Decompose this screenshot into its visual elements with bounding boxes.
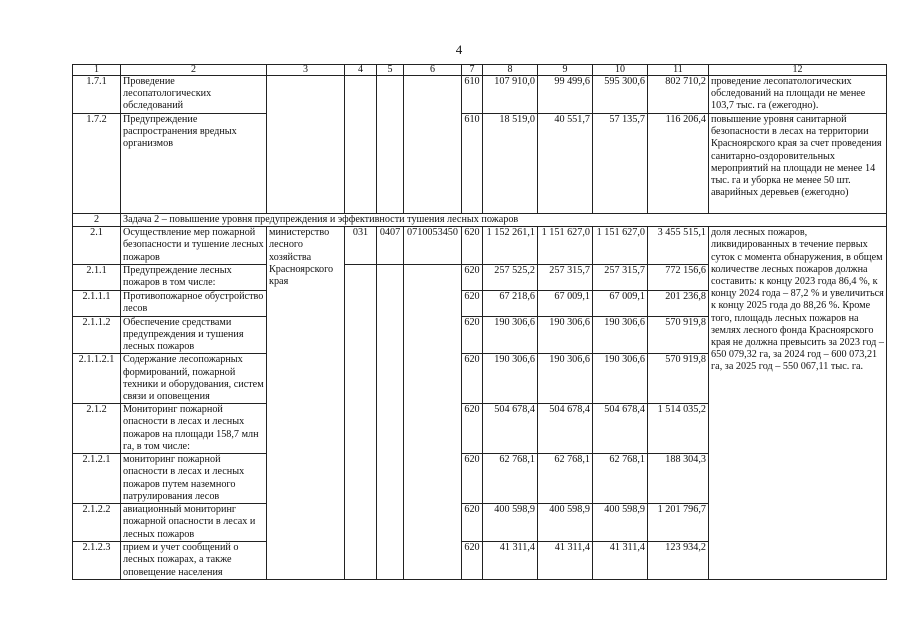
cell-c10: 62 768,1 (593, 454, 648, 504)
header-cell: 8 (483, 65, 538, 76)
empty-cell (345, 264, 377, 579)
cell-c11: 772 156,6 (648, 264, 709, 290)
row-code: 2.1 (73, 227, 121, 265)
task-code: 2 (73, 214, 121, 227)
cell-c10: 41 311,4 (593, 542, 648, 580)
cell-c8: 41 311,4 (483, 542, 538, 580)
table-row (73, 227, 887, 265)
cell-c11: 570 919,8 (648, 316, 709, 354)
cell-c8: 107 910,0 (483, 76, 538, 114)
header-cell: 4 (345, 65, 377, 76)
cell-c8: 67 218,6 (483, 290, 538, 316)
row-code: 2.1.2 (73, 404, 121, 454)
header-cell: 2 (121, 65, 267, 76)
cell-c9: 40 551,7 (538, 114, 593, 214)
row-name: Противопожарное обустройство лесов (121, 290, 267, 316)
header-row (73, 65, 887, 76)
cell-c7: 620 (462, 454, 483, 504)
cell-c11: 188 304,3 (648, 454, 709, 504)
task-title: Задача 2 – повышение уровня предупреждения и эффективности тушения лесных пожаров (121, 214, 887, 227)
row-name: Содержание лесопожарных формирований, пожарной техники и оборудования, систем связи и оповещения (121, 354, 267, 404)
header-cell: 5 (377, 65, 404, 76)
cell-c7: 620 (462, 504, 483, 542)
cell-c11: 1 201 796,7 (648, 504, 709, 542)
cell-c9: 190 306,6 (538, 354, 593, 404)
row-code: 2.1.1 (73, 264, 121, 290)
cell-c9: 67 009,1 (538, 290, 593, 316)
cell-c8: 257 525,2 (483, 264, 538, 290)
row-name: Предупреждение распространения вредных организмов (121, 114, 267, 214)
table-row (73, 114, 887, 214)
cell-c10: 595 300,6 (593, 76, 648, 114)
cell-c11: 1 514 035,2 (648, 404, 709, 454)
empty-cell (267, 76, 345, 214)
cell-c10: 57 135,7 (593, 114, 648, 214)
header-cell: 3 (267, 65, 345, 76)
row-name: прием и учет сообщений о лесных пожарах, а также оповещение населения (121, 542, 267, 580)
empty-cell (377, 76, 404, 214)
cell-c11: 3 455 515,1 (648, 227, 709, 265)
header-cell: 9 (538, 65, 593, 76)
row-name: Проведение лесопатологических обследований (121, 76, 267, 114)
cell-c9: 400 598,9 (538, 504, 593, 542)
row-name: Обеспечение средствами предупреждения и тушения лесных пожаров (121, 316, 267, 354)
cell-c6: 0710053450 (404, 227, 462, 265)
cell-c9: 190 306,6 (538, 316, 593, 354)
cell-c11: 802 710,2 (648, 76, 709, 114)
task-row (73, 214, 887, 227)
cell-c11: 570 919,8 (648, 354, 709, 404)
cell-c8: 190 306,6 (483, 316, 538, 354)
header-cell: 7 (462, 65, 483, 76)
program-table (72, 64, 887, 580)
cell-c7: 610 (462, 76, 483, 114)
cell-c9: 257 315,7 (538, 264, 593, 290)
cell-c10: 257 315,7 (593, 264, 648, 290)
row-code: 2.1.2.2 (73, 504, 121, 542)
header-cell: 1 (73, 65, 121, 76)
cell-c9: 99 499,6 (538, 76, 593, 114)
table-row (73, 76, 887, 114)
cell-c8: 400 598,9 (483, 504, 538, 542)
cell-c7: 620 (462, 264, 483, 290)
row-code: 1.7.2 (73, 114, 121, 214)
row-result: проведение лесопатологических обследований на площади не менее 103,7 тыс. га (ежегодно). (709, 76, 887, 114)
cell-c10: 1 151 627,0 (593, 227, 648, 265)
row-code: 2.1.1.1 (73, 290, 121, 316)
cell-c10: 190 306,6 (593, 354, 648, 404)
empty-cell (404, 76, 462, 214)
cell-c8: 18 519,0 (483, 114, 538, 214)
cell-c4: 031 (345, 227, 377, 265)
row-name: Осуществление мер пожарной безопасности и тушение лесных пожаров (121, 227, 267, 265)
cell-c10: 504 678,4 (593, 404, 648, 454)
empty-cell (345, 76, 377, 214)
cell-c11: 201 236,8 (648, 290, 709, 316)
cell-c7: 620 (462, 354, 483, 404)
cell-c5: 0407 (377, 227, 404, 265)
cell-c8: 504 678,4 (483, 404, 538, 454)
row-name: Мониторинг пожарной опасности в лесах и лесных пожаров на площади 158,7 млн га, в том числе: (121, 404, 267, 454)
cell-c8: 190 306,6 (483, 354, 538, 404)
result-block: доля лесных пожаров, ликвидированных в течение первых суток с момента обнаружения, в общем количестве лесных пожаров должна составить: к концу 2023 года 86,4 %, к концу 2024 года – 87,2 % и увеличиться к концу 2025 года до 88,26 %. Кроме того, площадь лесных пожаров на землях лесного фонда Красноярского края не должна превысить за 2023 год – 650 079,32 га, за 2024 год – 600 073,21 га, за 2025 год – 550 067,11 тыс. га. (709, 227, 887, 580)
ministry-cell: министерство лесного хозяйства Красноярского края (267, 227, 345, 580)
row-name: мониторинг пожарной опасности в лесах и лесных пожаров путем наземного патрулирования лесов (121, 454, 267, 504)
header-cell: 12 (709, 65, 887, 76)
row-code: 2.1.2.3 (73, 542, 121, 580)
cell-c7: 610 (462, 114, 483, 214)
cell-c10: 190 306,6 (593, 316, 648, 354)
cell-c9: 62 768,1 (538, 454, 593, 504)
row-name: Предупреждение лесных пожаров в том числе: (121, 264, 267, 290)
cell-c9: 504 678,4 (538, 404, 593, 454)
cell-c8: 62 768,1 (483, 454, 538, 504)
cell-c7: 620 (462, 227, 483, 265)
cell-c8: 1 152 261,1 (483, 227, 538, 265)
cell-c7: 620 (462, 290, 483, 316)
row-code: 2.1.1.2 (73, 316, 121, 354)
empty-cell (377, 264, 404, 579)
cell-c11: 116 206,4 (648, 114, 709, 214)
cell-c10: 67 009,1 (593, 290, 648, 316)
row-code: 1.7.1 (73, 76, 121, 114)
cell-c7: 620 (462, 404, 483, 454)
cell-c11: 123 934,2 (648, 542, 709, 580)
header-cell: 10 (593, 65, 648, 76)
cell-c9: 41 311,4 (538, 542, 593, 580)
page-number: 4 (455, 42, 463, 57)
cell-c10: 400 598,9 (593, 504, 648, 542)
empty-cell (404, 264, 462, 579)
row-code: 2.1.2.1 (73, 454, 121, 504)
cell-c7: 620 (462, 542, 483, 580)
cell-c9: 1 151 627,0 (538, 227, 593, 265)
cell-c7: 620 (462, 316, 483, 354)
row-code: 2.1.1.2.1 (73, 354, 121, 404)
header-cell: 6 (404, 65, 462, 76)
row-result: повышение уровня санитарной безопасности в лесах на территории Красноярского края за счет проведения санитарно-оздоровительных мероприятий на площади не менее 14 тыс. га и уборка не менее 50 шт. аварийных деревьев (ежегодно) (709, 114, 887, 214)
row-name: авиационный мониторинг пожарной опасности в лесах и лесных пожаров (121, 504, 267, 542)
header-cell: 11 (648, 65, 709, 76)
